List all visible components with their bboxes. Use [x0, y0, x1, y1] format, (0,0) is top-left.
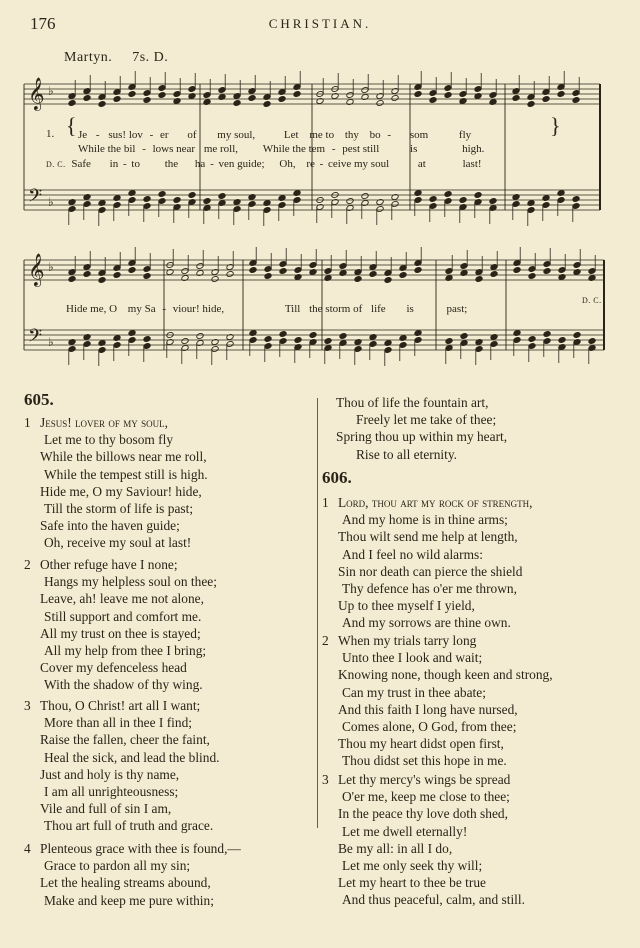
tune-meter: 7s. D. [132, 50, 169, 65]
hymn-606-verse-2: 2 When my trials tarry long Unto thee I look and wait; Knowing none, though keen and strong, Can my trust in thee abate; And this faith I long have nursed, Comes alone, O God, from thee; Thou my heart didst open first, Thou didst set this hope in me. [322, 633, 553, 769]
hymn-605-verse-1: 1 Jesus! lover of my soul, Let me to thy bosom fly While the billows near me roll, While the tempest still is high. Hide me, O my Saviour! hide, Till the storm of life is past; Safe into the haven guide; Oh, receive my soul at last! [24, 415, 208, 551]
svg-text:𝄢: 𝄢 [28, 186, 43, 211]
running-title: CHRISTIAN. [268, 16, 372, 31]
svg-text:𝄞: 𝄞 [28, 77, 45, 110]
hymn-605-verse-3: 3 Thou, O Christ! art all I want; More than all in thee I find; Raise the fallen, cheer the faint, Heal the sick, and lead the blind. Just and holy is thy name, I am all unrighteousness; Vile and full of sin I am, Thou art full of truth and grace. [24, 698, 220, 834]
column-divider [317, 398, 318, 828]
hymn-606-verse-1: 1 Lord, thou art my rock of strength, And my home is in thine arms; Thou wilt send me help at length, And I feel no wild alarms: Sin nor death can pierce the shield Thy defence has o'er me thrown, Up to thee myself I yield, And my sorrows are thine own. [322, 495, 533, 631]
music-score [0, 0, 640, 380]
verse-number-score: 1. [46, 128, 55, 140]
hymn-605-verse-4: 4 Plenteous grace with thee is found,— Grace to pardon all my sin; Let the healing streams abound, Make and keep me pure within; [24, 841, 241, 908]
lyric-line-a: Je - sus! lov - er of my soul, Let me to thy bo - som fly [78, 129, 472, 141]
svg-text:𝄞: 𝄞 [28, 253, 45, 286]
svg-text:♭: ♭ [48, 260, 54, 274]
hymn-606-verse-3: 3 Let thy mercy's wings be spread O'er me, keep me close to thee; In the peace thy love doth shed, Let me dwell eternally! Be my all: in all I do, Let me only seek thy will; Let my heart to thee be true And thus peaceful, calm, and still. [322, 772, 525, 908]
hymn-number-606: 606. [322, 468, 352, 487]
hymn-605-verse-4-cont: Thou of life the fountain art, Freely let me take of thee; Spring thou up within my heart, Rise to all eternity. [336, 395, 508, 462]
page-number: 176 [30, 14, 56, 33]
svg-text:♭: ♭ [48, 195, 54, 209]
hymn-number-605: 605. [24, 390, 54, 409]
hymn-605-verse-2: 2 Other refuge have I none; Hangs my helpless soul on thee; Leave, ah! leave me not alone, Still support and comfort me. All my trust on thee is stayed; All my help from thee I bring; Cover my defenceless head With the shadow of thy wing. [24, 557, 217, 693]
lyric-brace: { [66, 113, 77, 138]
lyric-line-c: D. C. Safe in - to the ha - ven guide; Oh, re - ceive my soul at last! [46, 158, 482, 170]
tune-name: Martyn. [64, 50, 113, 65]
lyric-line-b: While the bil - lows near me roll, While the tem - pest still is high. [78, 143, 485, 155]
lyric-line-2: Hide me, O my Sa - viour! hide, Till the storm of life is past; [66, 303, 468, 315]
svg-text:♭: ♭ [48, 84, 54, 98]
svg-text:♭: ♭ [48, 335, 54, 349]
lyric-brace-right: } [550, 113, 561, 138]
dc-mark: D. C. [582, 296, 602, 305]
svg-text:𝄢: 𝄢 [28, 326, 43, 351]
